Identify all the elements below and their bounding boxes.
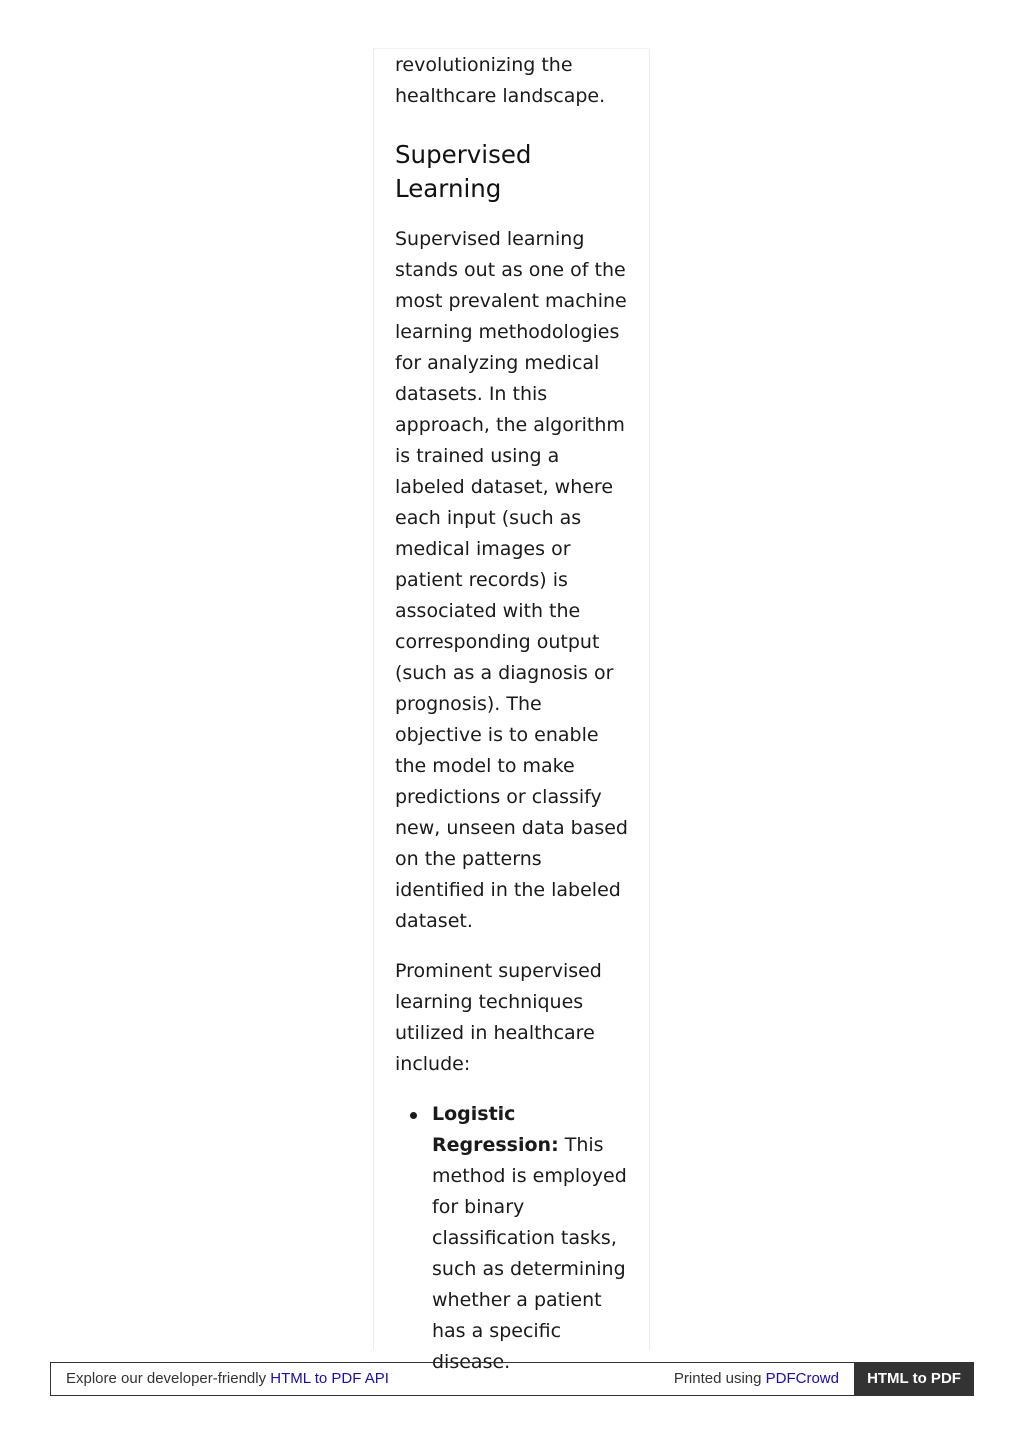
list-item-description: This method is employed for binary classification tasks, such as determining whether a patient has a specific disease. [432,1134,627,1373]
techniques-list [395,1099,631,1378]
intro-paragraph-tail: revolutionizing the healthcare landscape. [395,54,606,107]
bullet-icon [410,1112,417,1119]
html-to-pdf-badge[interactable]: HTML to PDF [854,1362,974,1396]
list-item [432,1099,631,1378]
body-paragraph-1: Supervised learning stands out as one of the most prevalent machine learning methodologies for analyzing medical datasets. In this approach, the algorithm is trained using a labeled dataset, where each input (such as medical images or patient records) is associated with the corresponding output (such as a diagnosis or prognosis). The objective is to enable the model to make predictions or classify new, unseen data based on the patterns identified in the labeled dataset. [395,228,628,932]
footer-left-text: Explore our developer-friendly [66,1370,267,1387]
article-content [395,49,631,1378]
pdfcrowd-link[interactable]: PDFCrowd [765,1370,839,1387]
pdf-footer-bar [50,1362,974,1396]
footer-right-text: Printed using [673,1370,762,1387]
footer-right [674,1363,839,1395]
article-column [373,48,650,1373]
footer-left [66,1363,389,1395]
html-to-pdf-api-link[interactable]: HTML to PDF API [270,1370,389,1387]
list-item-term: Logistic Regression: [432,1103,559,1156]
section-heading: Supervised Learning [395,140,532,203]
body-paragraph-2: Prominent supervised learning techniques utilized in healthcare include: [395,960,602,1075]
